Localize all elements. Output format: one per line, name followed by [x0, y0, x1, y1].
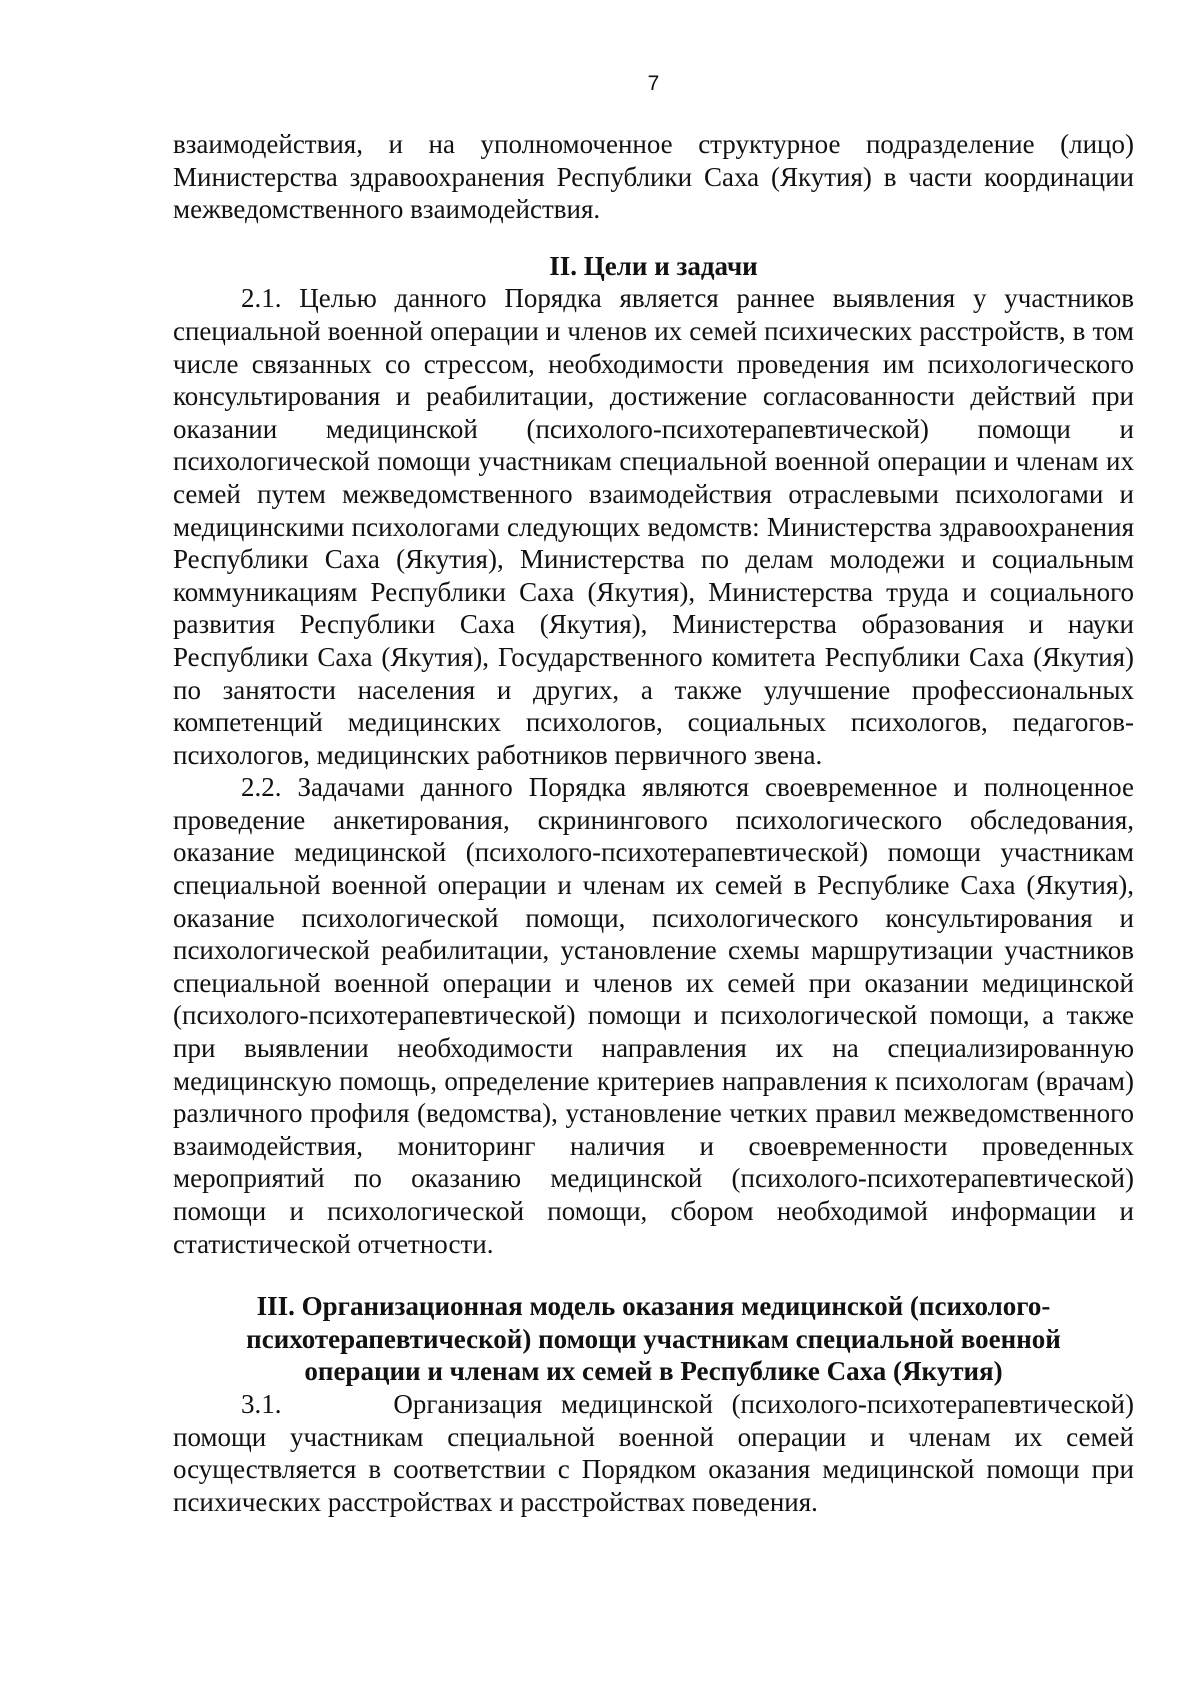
section-3-heading-line-3: операции и членам их семей в Республике Саха (Якутия) — [304, 1356, 1003, 1387]
paragraph-2-2: 2.2. Задачами данного Порядка являются своевременное и полноценное проведение анкетирования, скринингового психологического обследования, оказание медицинской (психолого-психотерапевтической) помощи участникам специальной военной операции и членам их семей в Республике Саха (Якутия), оказание психологической помощи, психологического консультирования и психологической реабилитации, установление схемы маршрутизации участников специальной военной операции и членов их семей при оказании медицинской (психолого-психотерапевтической) помощи и психологической помощи, а также при выявлении необходимости направления их на специализированную медицинскую помощь, определение критериев направления к психологам (врачам) различного профиля (ведомства), установление четких правил межведомственного взаимодействия, мониторинг наличия и своевременности проведенных мероприятий по оказанию медицинской (психолого-психотерапевтической) помощи и психологической помощи, сбором необходимой информации и статистической отчетности. — [173, 772, 1134, 1259]
page-number: 7 — [647, 72, 660, 95]
section-2-heading: II. Цели и задачи — [549, 250, 758, 281]
paragraph-2-1: 2.1. Целью данного Порядка является раннее выявления у участников специальной военной операции и членов их семей психических расстройств, в том числе связанных со стрессом, необходимости проведения им психологического консультирования и реабилитации, достижение согласованности действий при оказании медицинской (психолого-психотерапевтической) помощи и психологической помощи участникам специальной военной операции и членам их семей путем межведомственного взаимодействия отраслевыми психологами и медицинскими психологами следующих ведомств: Министерства здравоохранения Республики Саха (Якутия), Министерства по делам молодежи и социальным коммуникациям Республики Саха (Якутия), Министерства труда и социального развития Республики Саха (Якутия), Министерства образования и науки Республики Саха (Якутия), Государственного комитета Республики Саха (Якутия) по занятости населения и других, а также улучшение профессиональных компетенций медицинских психологов, социальных психологов, педагогов-психологов, медицинских работников первичного звена. — [173, 283, 1134, 770]
document-page — [173, 0, 1141, 1697]
paragraph-3-1: 3.1. Организация медицинской (психолого-психотерапевтической) помощи участникам специальной военной операции и членам их семей осуществляется в соответствии с Порядком оказания медицинской помощи при психических расстройствах и расстройствах поведения. — [173, 1388, 1141, 1517]
section-3-heading-line-1: III. Организационная модель оказания медицинской (психолого- — [256, 1291, 1051, 1322]
intro-paragraph: взаимодействия, и на уполномоченное структурное подразделение (лицо) Министерства здравоохранения Республики Саха (Якутия) в части координации межведомственного взаимодействия. — [173, 129, 1134, 225]
section-3-heading — [173, 1290, 1134, 1388]
document-body — [173, 128, 1141, 1518]
section-3-heading-line-2: психотерапевтической) помощи участникам специальной военной — [246, 1323, 1061, 1354]
